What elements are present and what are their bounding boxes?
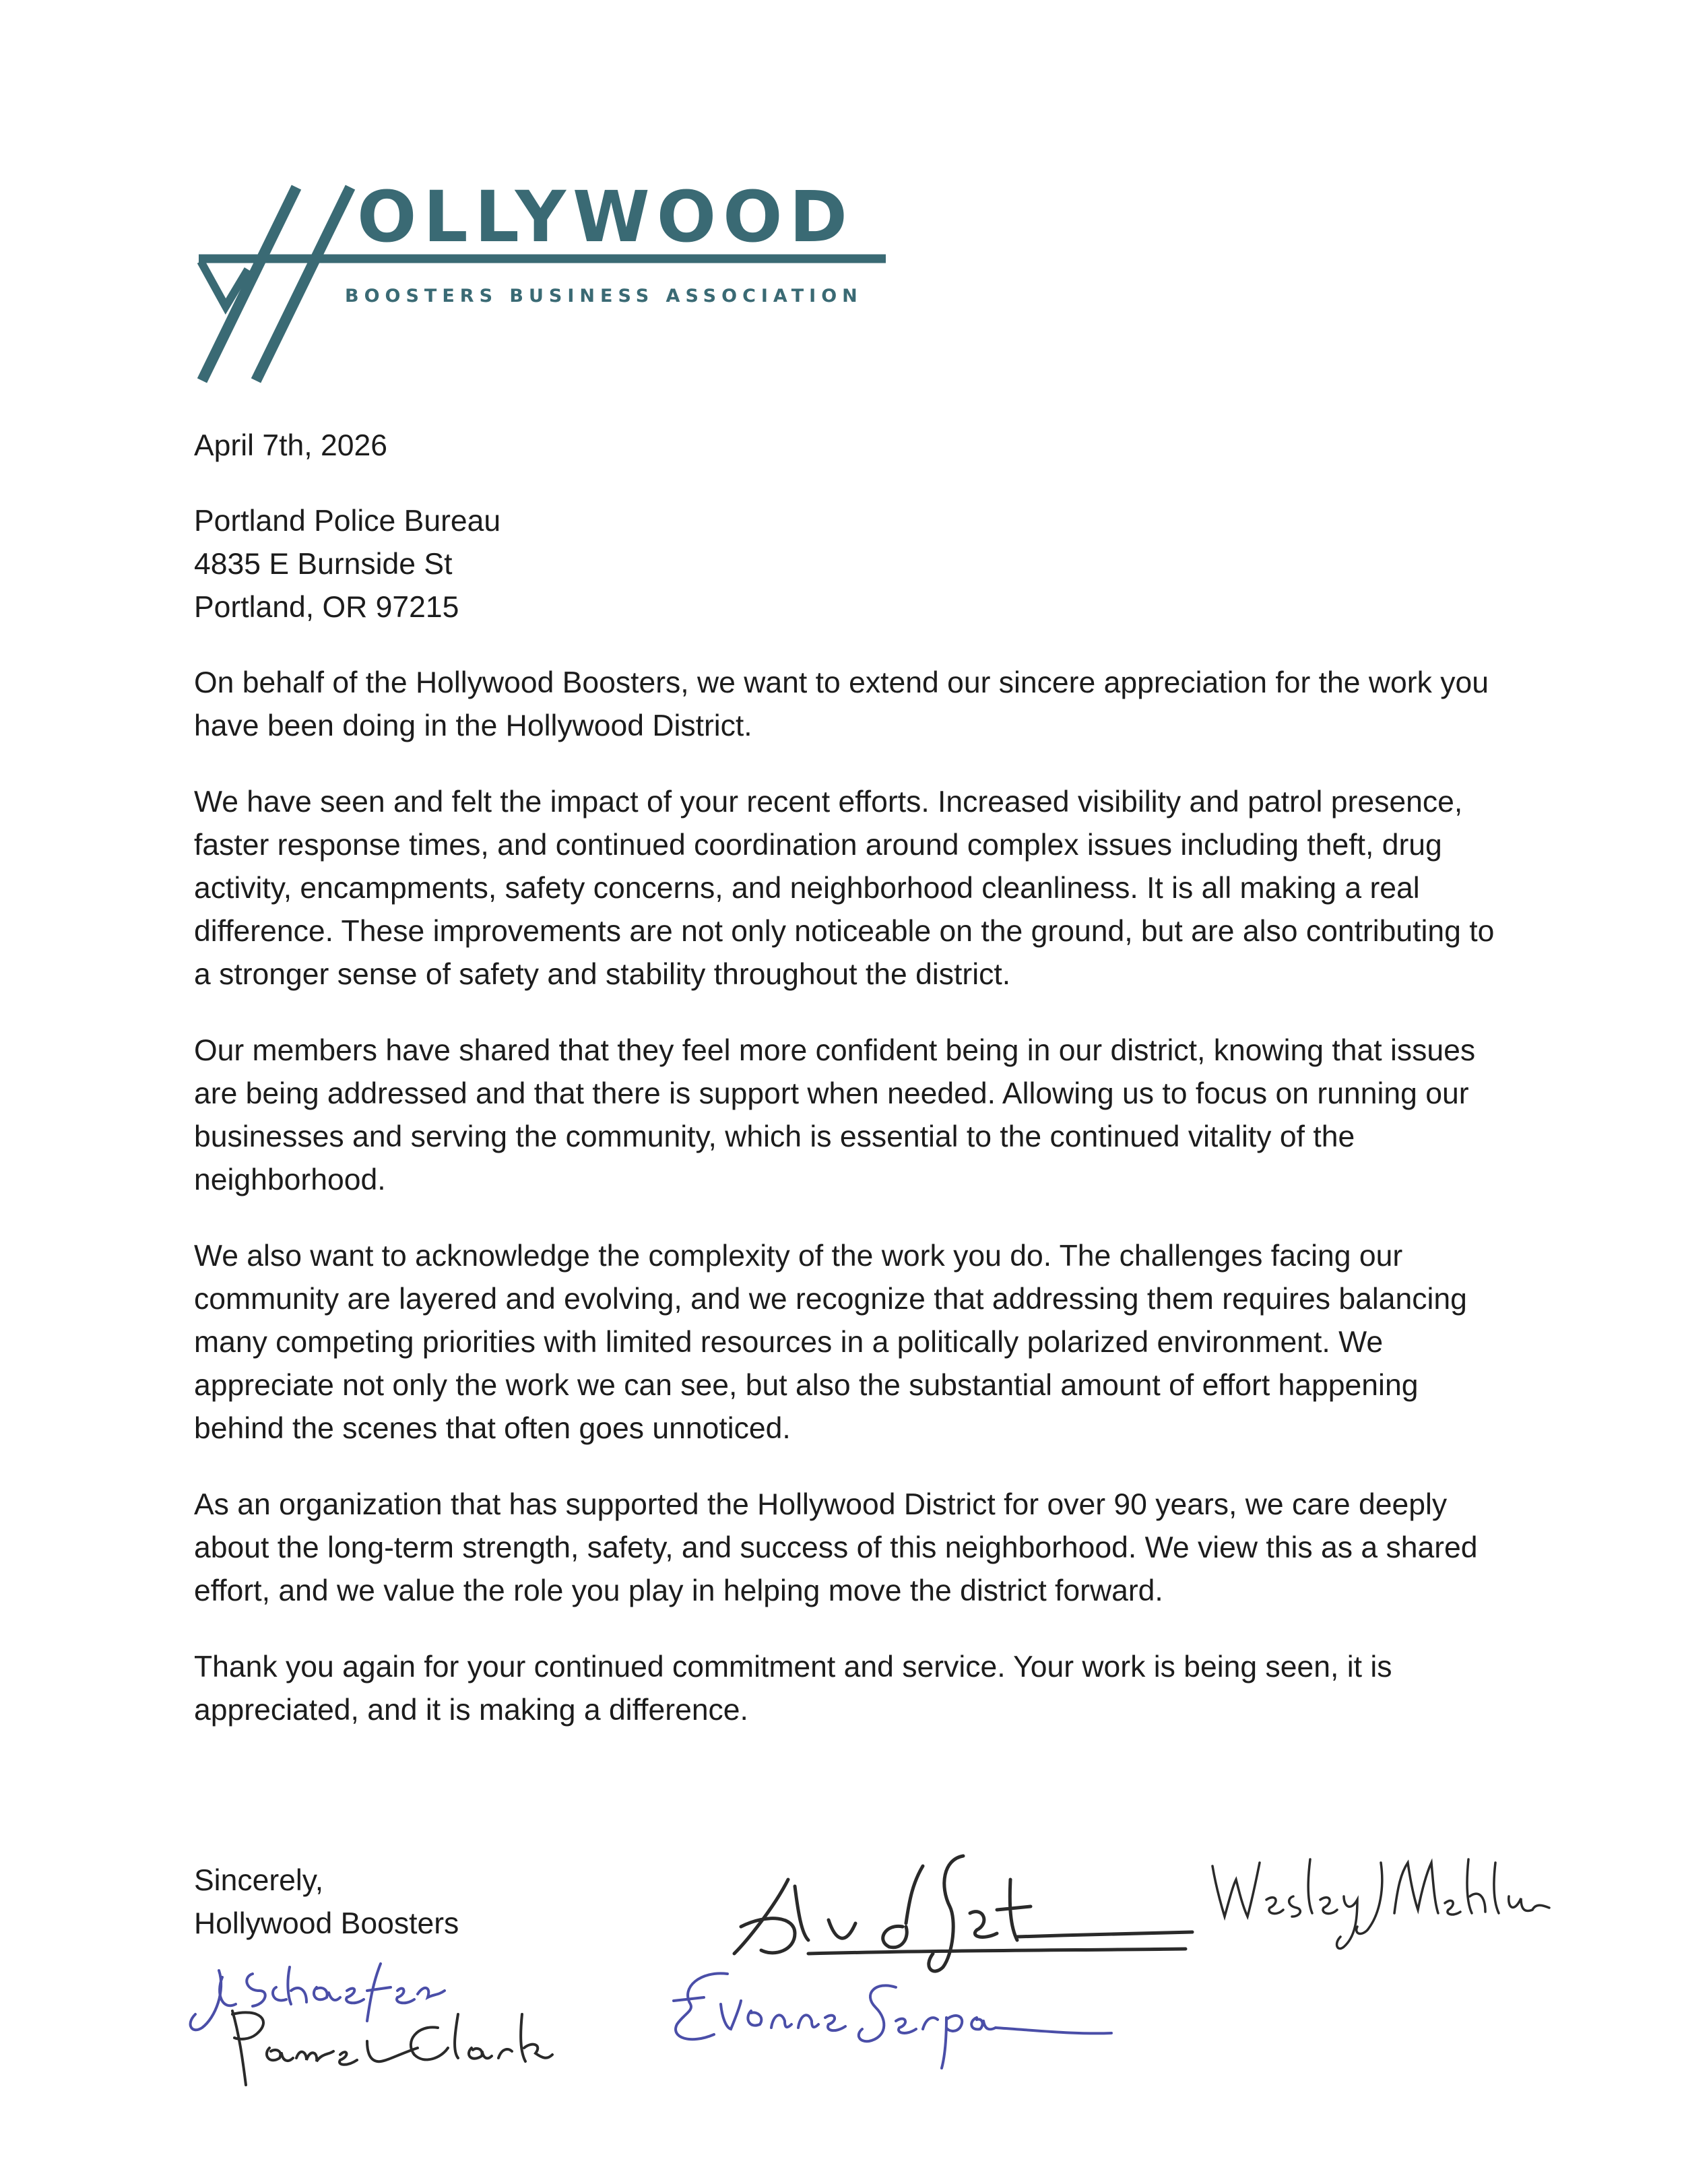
letter-date: April 7th, 2026: [194, 429, 387, 462]
signature-center-black: [734, 1856, 1192, 1971]
paragraph-6: Thank you again for your continued commitment and service. Your work is being seen, it is appreciated, and it is making a difference.: [194, 1650, 1392, 1727]
logo-title: OLLYWOOD: [357, 176, 854, 258]
signature-pamela-clark: [232, 2011, 552, 2085]
signature-evonne-serpa: [674, 1973, 1111, 2068]
logo-subtitle: BOOSTERS BUSINESS ASSOCIATION: [345, 286, 863, 307]
recipient-street: 4835 E Burnside St: [194, 548, 453, 581]
recipient-name: Portland Police Bureau: [194, 505, 501, 538]
paragraph-3: Our members have shared that they feel more confident being in our district, knowing that issues are being addressed and that there is support when needed. Allowing us to focus on running our businesses and serving the community, which is essential to the continued vitality of the neighborhood.: [194, 1034, 1476, 1196]
signatory: Hollywood Boosters: [194, 1907, 459, 1940]
signature-wesley-mehlum: [1212, 1859, 1549, 1948]
paragraph-5: As an organization that has supported the Hollywood District for over 90 years, we care deeply about the long-term strength, safety, and success of this neighborhood. We view this as a shared effort, and we value the role you play in helping move the district forward.: [194, 1488, 1478, 1607]
signature-jo-schaefer: [191, 1964, 445, 2030]
recipient-address: [194, 500, 1514, 629]
valediction: Sincerely,: [194, 1864, 324, 1897]
paragraph-1: On behalf of the Hollywood Boosters, we want to extend our sincere appreciation for the work you have been doing in the Hollywood District.: [194, 666, 1489, 742]
hollywood-boosters-logo: [195, 176, 896, 384]
recipient-city: Portland, OR 97215: [194, 591, 459, 624]
letter-closing: [194, 1859, 459, 1946]
letter-body: [194, 424, 1514, 1765]
paragraph-2: We have seen and felt the impact of your recent efforts. Increased visibility and patrol presence, faster response times, and continued coordination around complex issues including theft, drug activity, encampments, safety concerns, and neighborhood cleanliness. It is all making a real difference. These improvements are not only noticeable on the ground, but are also contributing to a stronger sense of safety and stability throughout the district.: [194, 785, 1495, 991]
paragraph-4: We also want to acknowledge the complexity of the work you do. The challenges facing our community are layered and evolving, and we recognize that addressing them requires balancing many competing priorities with limited resources in a politically polarized environment. We appreciate not only the work we can see, but also the substantial amount of effort happening behind the scenes that often goes unnoticed.: [194, 1240, 1467, 1445]
